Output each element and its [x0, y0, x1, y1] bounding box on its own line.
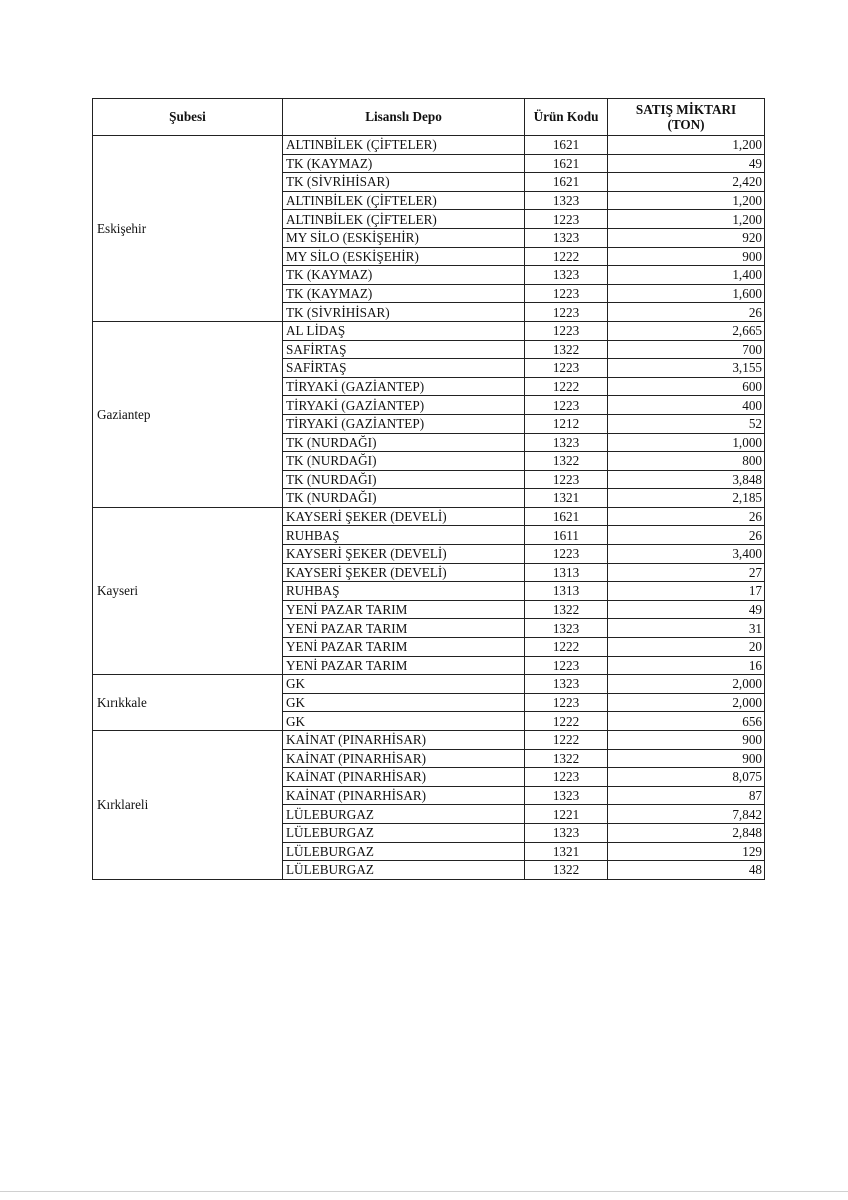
depot-cell: TK (NURDAĞI) — [283, 470, 525, 489]
product-code-cell: 1222 — [525, 638, 608, 657]
table-body — [93, 136, 765, 880]
sales-quantity-cell: 87 — [608, 786, 765, 805]
depot-cell: TK (NURDAĞI) — [283, 433, 525, 452]
depot-cell: TİRYAKİ (GAZİANTEP) — [283, 414, 525, 433]
sales-quantity-cell: 800 — [608, 452, 765, 471]
product-code-cell: 1323 — [525, 619, 608, 638]
product-code-cell: 1223 — [525, 210, 608, 229]
sales-quantity-cell: 3,155 — [608, 359, 765, 378]
product-code-cell: 1611 — [525, 526, 608, 545]
product-code-cell: 1322 — [525, 861, 608, 880]
depot-cell: LÜLEBURGAZ — [283, 861, 525, 880]
depot-cell: KAİNAT (PINARHİSAR) — [283, 731, 525, 750]
depot-cell: KAİNAT (PINARHİSAR) — [283, 786, 525, 805]
sales-quantity-cell: 16 — [608, 656, 765, 675]
product-code-cell: 1323 — [525, 266, 608, 285]
depot-cell: TK (KAYMAZ) — [283, 154, 525, 173]
depot-cell: GK — [283, 693, 525, 712]
header-row — [93, 99, 765, 136]
depot-cell: AL LİDAŞ — [283, 321, 525, 340]
branch-cell: Gaziantep — [93, 321, 283, 507]
product-code-cell: 1222 — [525, 377, 608, 396]
sales-quantity-cell: 48 — [608, 861, 765, 880]
table-header — [93, 99, 765, 136]
depot-cell: TK (SİVRİHİSAR) — [283, 303, 525, 322]
header-sales-quantity — [608, 99, 765, 136]
sales-table — [92, 98, 765, 880]
table-row — [93, 507, 765, 526]
depot-cell: SAFİRTAŞ — [283, 359, 525, 378]
depot-cell: KAYSERİ ŞEKER (DEVELİ) — [283, 545, 525, 564]
product-code-cell: 1223 — [525, 470, 608, 489]
sales-quantity-cell: 656 — [608, 712, 765, 731]
sales-quantity-cell: 20 — [608, 638, 765, 657]
product-code-cell: 1323 — [525, 191, 608, 210]
sales-quantity-cell: 1,400 — [608, 266, 765, 285]
depot-cell: RUHBAŞ — [283, 582, 525, 601]
depot-cell: MY SİLO (ESKİŞEHİR) — [283, 228, 525, 247]
product-code-cell: 1321 — [525, 842, 608, 861]
sales-quantity-cell: 920 — [608, 228, 765, 247]
product-code-cell: 1223 — [525, 693, 608, 712]
sales-quantity-cell: 26 — [608, 303, 765, 322]
depot-cell: LÜLEBURGAZ — [283, 842, 525, 861]
depot-cell: GK — [283, 675, 525, 694]
product-code-cell: 1323 — [525, 675, 608, 694]
product-code-cell: 1223 — [525, 656, 608, 675]
depot-cell: TK (NURDAĞI) — [283, 452, 525, 471]
sales-quantity-cell: 1,600 — [608, 284, 765, 303]
sales-quantity-cell: 2,665 — [608, 321, 765, 340]
depot-cell: ALTINBİLEK (ÇİFTELER) — [283, 136, 525, 155]
product-code-cell: 1223 — [525, 321, 608, 340]
depot-cell: TK (SİVRİHİSAR) — [283, 173, 525, 192]
table-row — [93, 731, 765, 750]
header-product-code: Ürün Kodu — [525, 99, 608, 136]
product-code-cell: 1322 — [525, 600, 608, 619]
depot-cell: KAİNAT (PINARHİSAR) — [283, 749, 525, 768]
sales-quantity-cell: 7,842 — [608, 805, 765, 824]
header-sales-quantity-line1: SATIŞ MİKTARI — [635, 101, 737, 117]
sales-quantity-cell: 2,000 — [608, 675, 765, 694]
sales-quantity-cell: 17 — [608, 582, 765, 601]
sales-quantity-cell: 49 — [608, 600, 765, 619]
sales-quantity-cell: 1,000 — [608, 433, 765, 452]
sales-quantity-cell: 2,185 — [608, 489, 765, 508]
product-code-cell: 1222 — [525, 247, 608, 266]
product-code-cell: 1212 — [525, 414, 608, 433]
product-code-cell: 1223 — [525, 545, 608, 564]
product-code-cell: 1321 — [525, 489, 608, 508]
depot-cell: TK (KAYMAZ) — [283, 266, 525, 285]
product-code-cell: 1223 — [525, 284, 608, 303]
depot-cell: MY SİLO (ESKİŞEHİR) — [283, 247, 525, 266]
sales-quantity-cell: 26 — [608, 507, 765, 526]
sales-quantity-cell: 26 — [608, 526, 765, 545]
sales-quantity-cell: 2,848 — [608, 823, 765, 842]
header-branch: Şubesi — [93, 99, 283, 136]
sales-quantity-cell: 49 — [608, 154, 765, 173]
depot-cell: SAFİRTAŞ — [283, 340, 525, 359]
branch-cell: Kırıkkale — [93, 675, 283, 731]
branch-cell: Kayseri — [93, 507, 283, 674]
product-code-cell: 1313 — [525, 563, 608, 582]
header-sales-quantity-line2: (TON) — [667, 117, 705, 132]
product-code-cell: 1322 — [525, 340, 608, 359]
depot-cell: LÜLEBURGAZ — [283, 823, 525, 842]
sales-quantity-cell: 2,420 — [608, 173, 765, 192]
sales-quantity-cell: 600 — [608, 377, 765, 396]
depot-cell: YENİ PAZAR TARIM — [283, 638, 525, 657]
product-code-cell: 1323 — [525, 786, 608, 805]
product-code-cell: 1323 — [525, 823, 608, 842]
sales-quantity-cell: 900 — [608, 247, 765, 266]
product-code-cell: 1322 — [525, 749, 608, 768]
depot-cell: TK (KAYMAZ) — [283, 284, 525, 303]
sales-quantity-cell: 700 — [608, 340, 765, 359]
branch-cell: Kırklareli — [93, 731, 283, 880]
product-code-cell: 1222 — [525, 731, 608, 750]
product-code-cell: 1221 — [525, 805, 608, 824]
sales-quantity-cell: 27 — [608, 563, 765, 582]
product-code-cell: 1621 — [525, 154, 608, 173]
branch-cell: Eskişehir — [93, 136, 283, 322]
product-code-cell: 1223 — [525, 303, 608, 322]
depot-cell: TK (NURDAĞI) — [283, 489, 525, 508]
sales-quantity-cell: 31 — [608, 619, 765, 638]
product-code-cell: 1323 — [525, 228, 608, 247]
product-code-cell: 1621 — [525, 136, 608, 155]
sales-quantity-cell: 52 — [608, 414, 765, 433]
product-code-cell: 1313 — [525, 582, 608, 601]
depot-cell: TİRYAKİ (GAZİANTEP) — [283, 396, 525, 415]
sales-quantity-cell: 2,000 — [608, 693, 765, 712]
product-code-cell: 1223 — [525, 396, 608, 415]
depot-cell: YENİ PAZAR TARIM — [283, 619, 525, 638]
sales-quantity-cell: 1,200 — [608, 210, 765, 229]
table-row — [93, 321, 765, 340]
product-code-cell: 1322 — [525, 452, 608, 471]
sales-quantity-cell: 1,200 — [608, 136, 765, 155]
product-code-cell: 1621 — [525, 507, 608, 526]
depot-cell: YENİ PAZAR TARIM — [283, 600, 525, 619]
product-code-cell: 1223 — [525, 359, 608, 378]
sales-quantity-cell: 400 — [608, 396, 765, 415]
product-code-cell: 1323 — [525, 433, 608, 452]
table-row — [93, 675, 765, 694]
sales-quantity-cell: 129 — [608, 842, 765, 861]
depot-cell: TİRYAKİ (GAZİANTEP) — [283, 377, 525, 396]
product-code-cell: 1223 — [525, 768, 608, 787]
depot-cell: KAYSERİ ŞEKER (DEVELİ) — [283, 507, 525, 526]
depot-cell: YENİ PAZAR TARIM — [283, 656, 525, 675]
sales-quantity-cell: 1,200 — [608, 191, 765, 210]
header-depot: Lisanslı Depo — [283, 99, 525, 136]
depot-cell: KAYSERİ ŞEKER (DEVELİ) — [283, 563, 525, 582]
sales-quantity-cell: 900 — [608, 731, 765, 750]
page-bottom-divider — [0, 1191, 848, 1192]
product-code-cell: 1222 — [525, 712, 608, 731]
depot-cell: KAİNAT (PINARHİSAR) — [283, 768, 525, 787]
depot-cell: ALTINBİLEK (ÇİFTELER) — [283, 191, 525, 210]
depot-cell: LÜLEBURGAZ — [283, 805, 525, 824]
table-row — [93, 136, 765, 155]
sales-quantity-cell: 900 — [608, 749, 765, 768]
product-code-cell: 1621 — [525, 173, 608, 192]
depot-cell: ALTINBİLEK (ÇİFTELER) — [283, 210, 525, 229]
sales-quantity-cell: 3,400 — [608, 545, 765, 564]
sales-quantity-cell: 3,848 — [608, 470, 765, 489]
depot-cell: GK — [283, 712, 525, 731]
depot-cell: RUHBAŞ — [283, 526, 525, 545]
sales-quantity-cell: 8,075 — [608, 768, 765, 787]
